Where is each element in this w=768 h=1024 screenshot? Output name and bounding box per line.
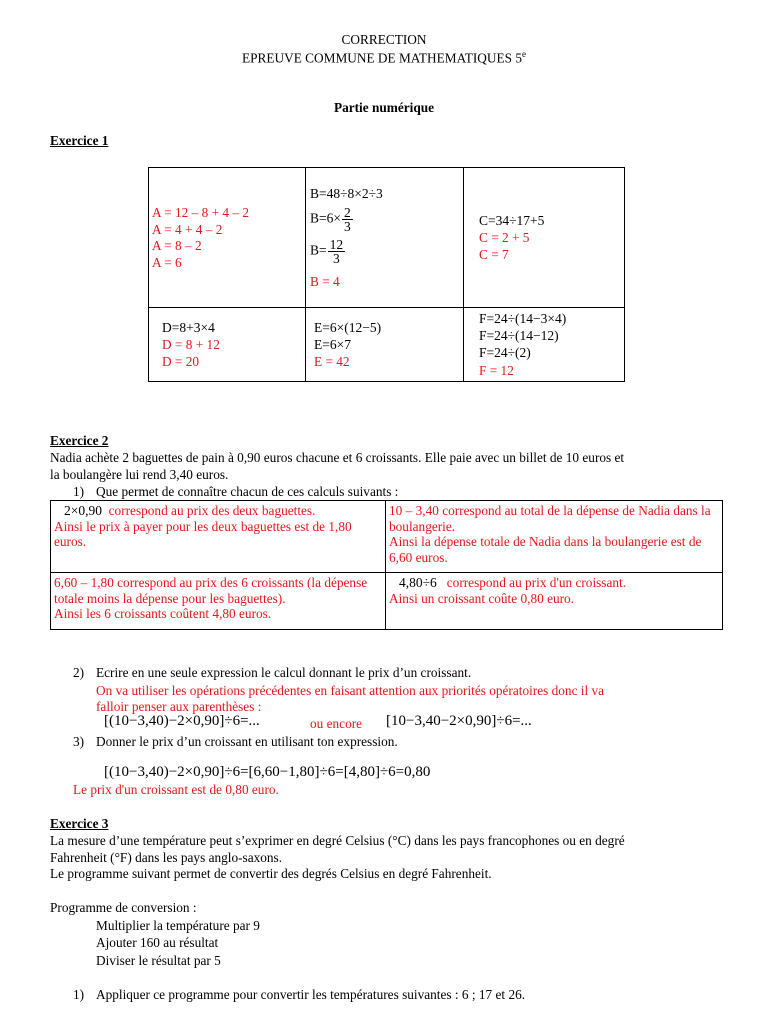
c-line-1: C=34÷17+5	[479, 213, 545, 228]
f-line-3: F=24÷(2)	[479, 345, 531, 360]
d-line-2: D = 8 + 12	[162, 337, 220, 352]
ex2-q2-expr-2: [10−3,40−2×0,90]÷6=...	[386, 713, 532, 729]
b-frac-1-den: 3	[343, 219, 351, 234]
ex3-q1-number: 1)	[73, 987, 85, 1002]
doc-subtitle	[0, 49, 768, 66]
ex2-cell-3-content	[51, 573, 385, 622]
b-line-3-prefix: B=	[310, 242, 327, 258]
ex2-intro-1: Nadia achète 2 baguettes de pain à 0,90 euros chacune et 6 croissants. Elle paie avec un billet de 10 euros et	[50, 450, 625, 465]
cell-d	[149, 308, 306, 382]
b-line-1: B=48÷8×2÷3	[310, 186, 383, 201]
b-frac-2-num: 12	[329, 237, 344, 252]
b-frac-1-num: 2	[343, 205, 351, 220]
ex2-q3-number: 3)	[73, 734, 85, 749]
b-line-2	[310, 206, 354, 233]
ex1-heading: Exercice 1	[50, 133, 109, 148]
b-frac-1	[342, 206, 353, 233]
b-frac-2-den: 3	[333, 251, 340, 266]
ex2-c4-text2: Ainsi un croissant coûte 0,80 euro.	[389, 590, 575, 606]
ex2-c1-text2: Ainsi le prix à payer pour les deux baguettes est de 1,80 euros.	[54, 518, 352, 549]
f-line-4: F = 12	[479, 363, 514, 378]
doc-subtitle-text: EPREUVE COMMUNE DE MATHEMATIQUES 5	[242, 50, 522, 66]
ex2-q2-answer-1: On va utiliser les opérations précédentes en faisant attention aux priorités opératoires donc il va	[96, 683, 605, 698]
ex3-step-2: Ajouter 160 au résultat	[96, 935, 219, 950]
e-line-1: E=6×(12−5)	[314, 320, 382, 335]
ex2-q1-text: Que permet de connaître chacun de ces calculs suivants :	[96, 484, 399, 499]
ex2-c3-text: 6,60 – 1,80 correspond au prix des 6 croissants (la dépense totale moins la dépense pour les baguettes).	[54, 575, 368, 606]
ex2-q2-or: ou encore	[310, 716, 363, 731]
section-title: Partie numérique	[333, 100, 435, 115]
c-line-3: C = 7	[479, 247, 509, 262]
ex2-q3-expr: [(10−3,40)−2×0,90]÷6=[6,60−1,80]÷6=[4,80]÷6=0,80	[104, 764, 431, 780]
e-line-2: E=6×7	[314, 337, 351, 352]
ex2-q3-answer: Le prix d'un croissant est de 0,80 euro.	[73, 782, 279, 797]
b-line-2-prefix: B=6×	[310, 210, 341, 226]
f-line-2: F=24÷(14−12)	[479, 328, 559, 343]
ex2-cell-2	[386, 501, 723, 573]
ex2-c4-expr: 4,80÷6	[399, 575, 437, 590]
e-line-3: E = 42	[314, 354, 350, 369]
ex2-intro-2: la boulangère lui rend 3,40 euros.	[50, 467, 229, 482]
ex2-cell-4	[386, 573, 723, 630]
ex3-step-3: Diviser le résultat par 5	[96, 953, 221, 968]
ex2-c4-text: correspond au prix d'un croissant.	[446, 575, 627, 590]
a-line-1: A = 12 – 8 + 4 – 2	[152, 205, 249, 220]
ex3-intro-1: La mesure d’une température peut s’exprimer en degré Celsius (°C) dans les pays francophones ou en degré	[50, 833, 625, 848]
ex2-cell-2-content	[386, 501, 722, 565]
ex2-q2-answer-2: falloir penser aux parenthèses :	[96, 699, 262, 714]
ex2-c2-text2: Ainsi la dépense totale de Nadia dans la boulangerie est de 6,60 euros.	[389, 534, 702, 565]
cell-c	[464, 168, 625, 308]
a-line-3: A = 8 – 2	[152, 238, 202, 253]
doc-subtitle-sup: e	[521, 49, 526, 59]
ex2-table	[50, 500, 723, 630]
cell-b	[306, 168, 464, 308]
ex2-heading: Exercice 2	[50, 433, 109, 448]
ex3-intro-2: Fahrenheit (°F) dans les pays anglo-saxons.	[50, 850, 283, 865]
ex2-cell-3	[51, 573, 386, 630]
ex2-c1-expr: 2×0,90	[64, 503, 102, 518]
d-line-1: D=8+3×4	[162, 320, 215, 335]
ex1-table	[148, 167, 625, 382]
ex2-cell-4-content	[386, 573, 722, 606]
ex2-q2-expr-1: [(10−3,40)−2×0,90]÷6=...	[104, 713, 260, 729]
a-line-4: A = 6	[152, 254, 182, 270]
ex2-q1-number: 1)	[73, 484, 85, 499]
ex2-c2-text: 10 – 3,40 correspond au total de la dépense de Nadia dans la boulangerie.	[389, 503, 711, 534]
f-line-1: F=24÷(14−3×4)	[479, 311, 567, 326]
ex2-cell-1-content	[51, 501, 385, 550]
cell-f	[464, 308, 625, 382]
ex3-intro-3: Le programme suivant permet de convertir des degrés Celsius en degré Fahrenheit.	[50, 866, 492, 881]
c-line-2: C = 2 + 5	[479, 230, 530, 245]
ex3-program-title: Programme de conversion :	[50, 900, 197, 915]
ex3-q1-text: Appliquer ce programme pour convertir les températures suivantes : 6 ; 17 et 26.	[96, 987, 526, 1002]
a-line-2: A = 4 + 4 – 2	[152, 221, 223, 237]
ex2-q3-text: Donner le prix d’un croissant en utilisant ton expression.	[96, 734, 398, 749]
b-frac-2	[328, 238, 346, 265]
b-result: B = 4	[310, 274, 340, 289]
doc-title: CORRECTION	[341, 32, 427, 47]
ex3-step-1: Multiplier la température par 9	[96, 918, 260, 933]
ex2-q2-text: Ecrire en une seule expression le calcul donnant le prix d’un croissant.	[96, 665, 472, 680]
b-line-3	[310, 238, 346, 265]
cell-e	[306, 308, 464, 382]
ex2-c1-text: correspond au prix des deux baguettes.	[108, 503, 316, 518]
ex2-c3-text2: Ainsi les 6 croissants coûtent 4,80 euros.	[54, 606, 272, 621]
ex2-q2-number: 2)	[73, 665, 85, 680]
ex3-heading: Exercice 3	[50, 816, 109, 831]
ex2-cell-1	[51, 501, 386, 573]
cell-a	[149, 168, 306, 308]
d-line-3: D = 20	[162, 354, 200, 369]
